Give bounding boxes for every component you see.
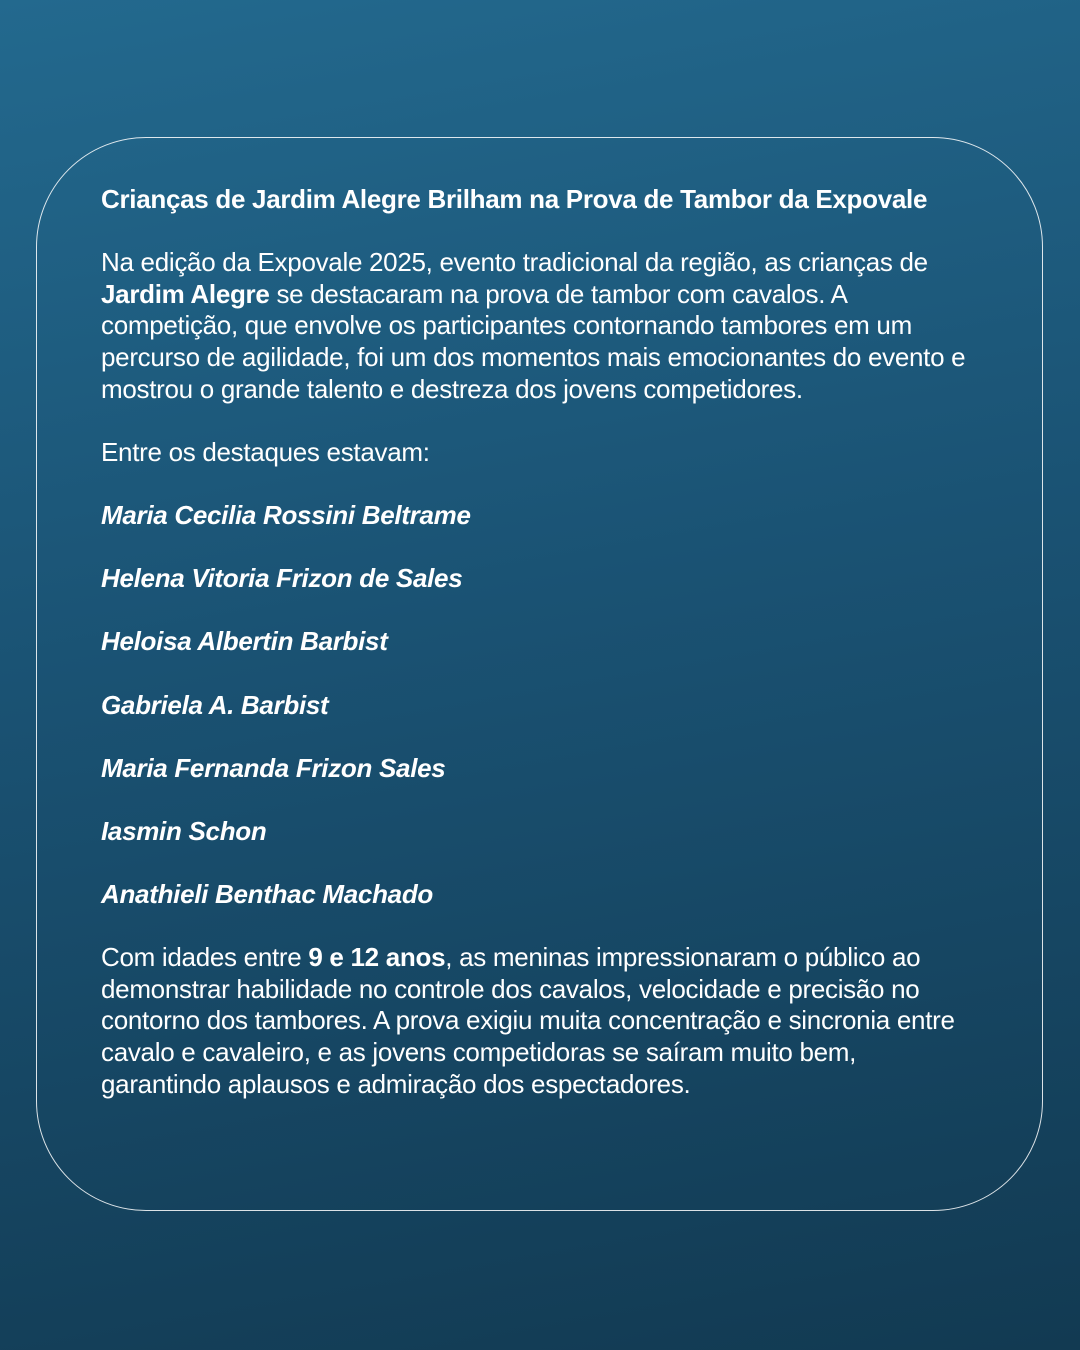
participant-name: Iasmin Schon <box>101 815 267 846</box>
closing-text-end: , as meninas impressionaram o público ao demonstrar habilidade no controle dos cavalos, velocidade e precisão no contorno dos tambores. A prova exigiu muita concentração e sincronia entre cavalo e cavaleiro, e as jovens competidoras se saíram muito bem, garantindo aplausos e admiração dos espectadores. <box>101 942 955 1099</box>
participant-name: Helena Vitoria Frizon de Sales <box>101 563 463 594</box>
participant-name: Gabriela A. Barbist <box>101 689 329 720</box>
intro-bold-location: Jardim Alegre <box>101 278 270 309</box>
closing-text-start: Com idades entre <box>101 942 309 973</box>
intro-text-end: se destacaram na prova de tambor com cavalos. A competição, que envolve os participantes contornando tambores em um percurso de agilidade, foi um dos momentos mais emocionantes do evento e mostrou o grande talento e destreza dos jovens competidores. <box>101 278 966 404</box>
closing-bold-ages: 9 e 12 anos <box>308 942 446 973</box>
article-body <box>101 184 981 1100</box>
intro-text-start: Na edição da Expovale 2025, evento tradicional da região, as crianças de <box>101 247 928 278</box>
spacer <box>101 911 981 943</box>
spacer <box>101 595 981 627</box>
participant-name: Maria Cecilia Rossini Beltrame <box>101 499 471 530</box>
spacer <box>101 658 981 690</box>
article-title: Crianças de Jardim Alegre Brilham na Prova de Tambor da Expovale <box>101 184 928 214</box>
spacer <box>101 721 981 753</box>
spacer <box>101 468 981 500</box>
spacer <box>101 532 981 564</box>
closing-paragraph <box>101 942 981 1100</box>
spacer <box>101 784 981 816</box>
participant-name: Heloisa Albertin Barbist <box>101 626 388 657</box>
participant-name: Anathieli Benthac Machado <box>101 879 433 910</box>
spacer <box>101 216 981 248</box>
participant-name: Maria Fernanda Frizon Sales <box>101 752 446 783</box>
highlights-heading: Entre os destaques estavam: <box>101 436 430 467</box>
spacer <box>101 405 981 437</box>
intro-paragraph <box>101 247 981 405</box>
spacer <box>101 847 981 879</box>
